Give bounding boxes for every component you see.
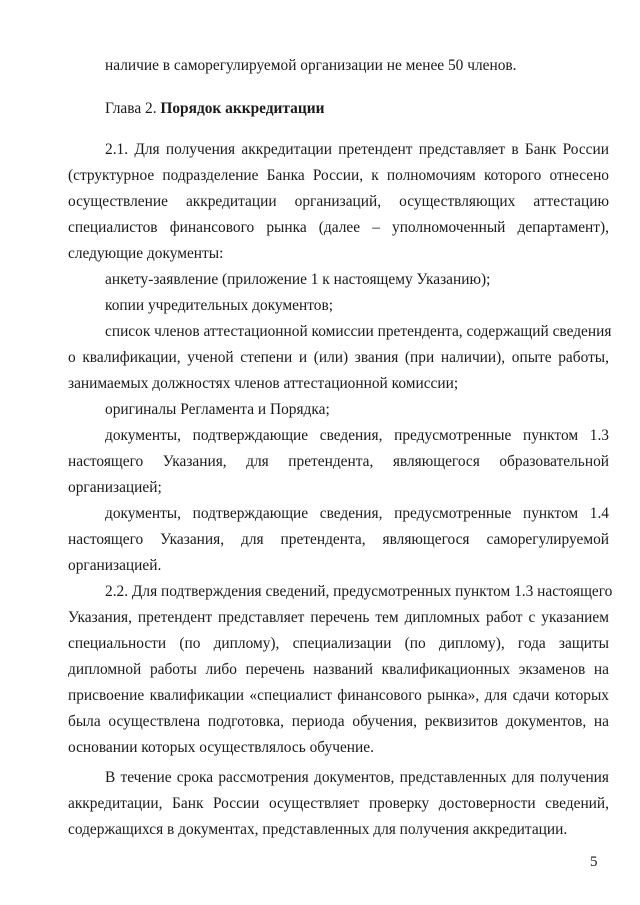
text-line: занимаемых должностях членов аттестационной комиссии; — [68, 375, 459, 392]
text-line: следующие документы: — [68, 245, 224, 262]
chapter-heading-prefix: Глава 2. — [105, 100, 161, 117]
text-line: была осуществлена подготовка, периода обучения, реквизитов документов, на — [68, 713, 609, 730]
text-line: Указания, претендент представляет перечень тем дипломных работ с указанием — [68, 609, 609, 626]
text-line: наличие в саморегулируемой организации не менее 50 членов. — [105, 57, 517, 74]
text-line: специалистов финансового рынка (далее – уполномоченный департамент), — [68, 219, 609, 236]
text-line: В течение срока рассмотрения документов, представленных для получения — [105, 769, 609, 786]
text-line: копии учредительных документов; — [105, 297, 333, 314]
text-line: 2.2. Для подтверждения сведений, предусмотренных пунктом 1.3 настоящего — [105, 583, 613, 600]
text-line: организацией. — [68, 557, 162, 574]
text-line: дипломной работы либо перечень названий квалификационных экзаменов на — [68, 661, 609, 678]
text-line: настоящего Указания, для претендента, являющегося образовательной — [68, 453, 609, 470]
text-line: осуществление аккредитации организаций, осуществляющих аттестацию — [68, 193, 609, 210]
text-line: аккредитации, Банк России осуществляет проверку достоверности сведений, — [68, 795, 609, 812]
text-line: документы, подтверждающие сведения, предусмотренные пунктом 1.3 — [105, 427, 609, 444]
text-line: содержащихся в документах, представленных для получения аккредитации. — [68, 821, 568, 838]
text-line: анкету-заявление (приложение 1 к настоящему Указанию); — [105, 271, 491, 288]
text-line: список членов аттестационной комиссии претендента, содержащий сведения — [105, 323, 612, 340]
chapter-heading-title: Порядок аккредитации — [160, 100, 325, 117]
text-line: 2.1. Для получения аккредитации претендент представляет в Банк России — [105, 141, 609, 158]
text-line: специальности (по диплому), специализации (по диплому), года защиты — [68, 635, 609, 652]
chapter-heading — [105, 99, 609, 119]
page-number: 5 — [590, 854, 598, 870]
text-line: о квалификации, ученой степени и (или) звания (при наличии), опыте работы, — [68, 349, 609, 366]
text-line: организацией; — [68, 479, 162, 496]
text-line: (структурное подразделение Банка России, к полномочиям которого отнесено — [68, 167, 609, 184]
text-line: настоящего Указания, для претендента, являющегося саморегулируемой — [68, 531, 609, 548]
text-line: присвоение квалификации «специалист финансового рынка», для сдачи которых — [68, 687, 609, 704]
text-line: оригиналы Регламента и Порядка; — [105, 401, 330, 418]
text-line: документы, подтверждающие сведения, предусмотренные пунктом 1.4 — [105, 505, 609, 522]
text-line: основании которых осуществлялось обучение. — [68, 739, 374, 756]
